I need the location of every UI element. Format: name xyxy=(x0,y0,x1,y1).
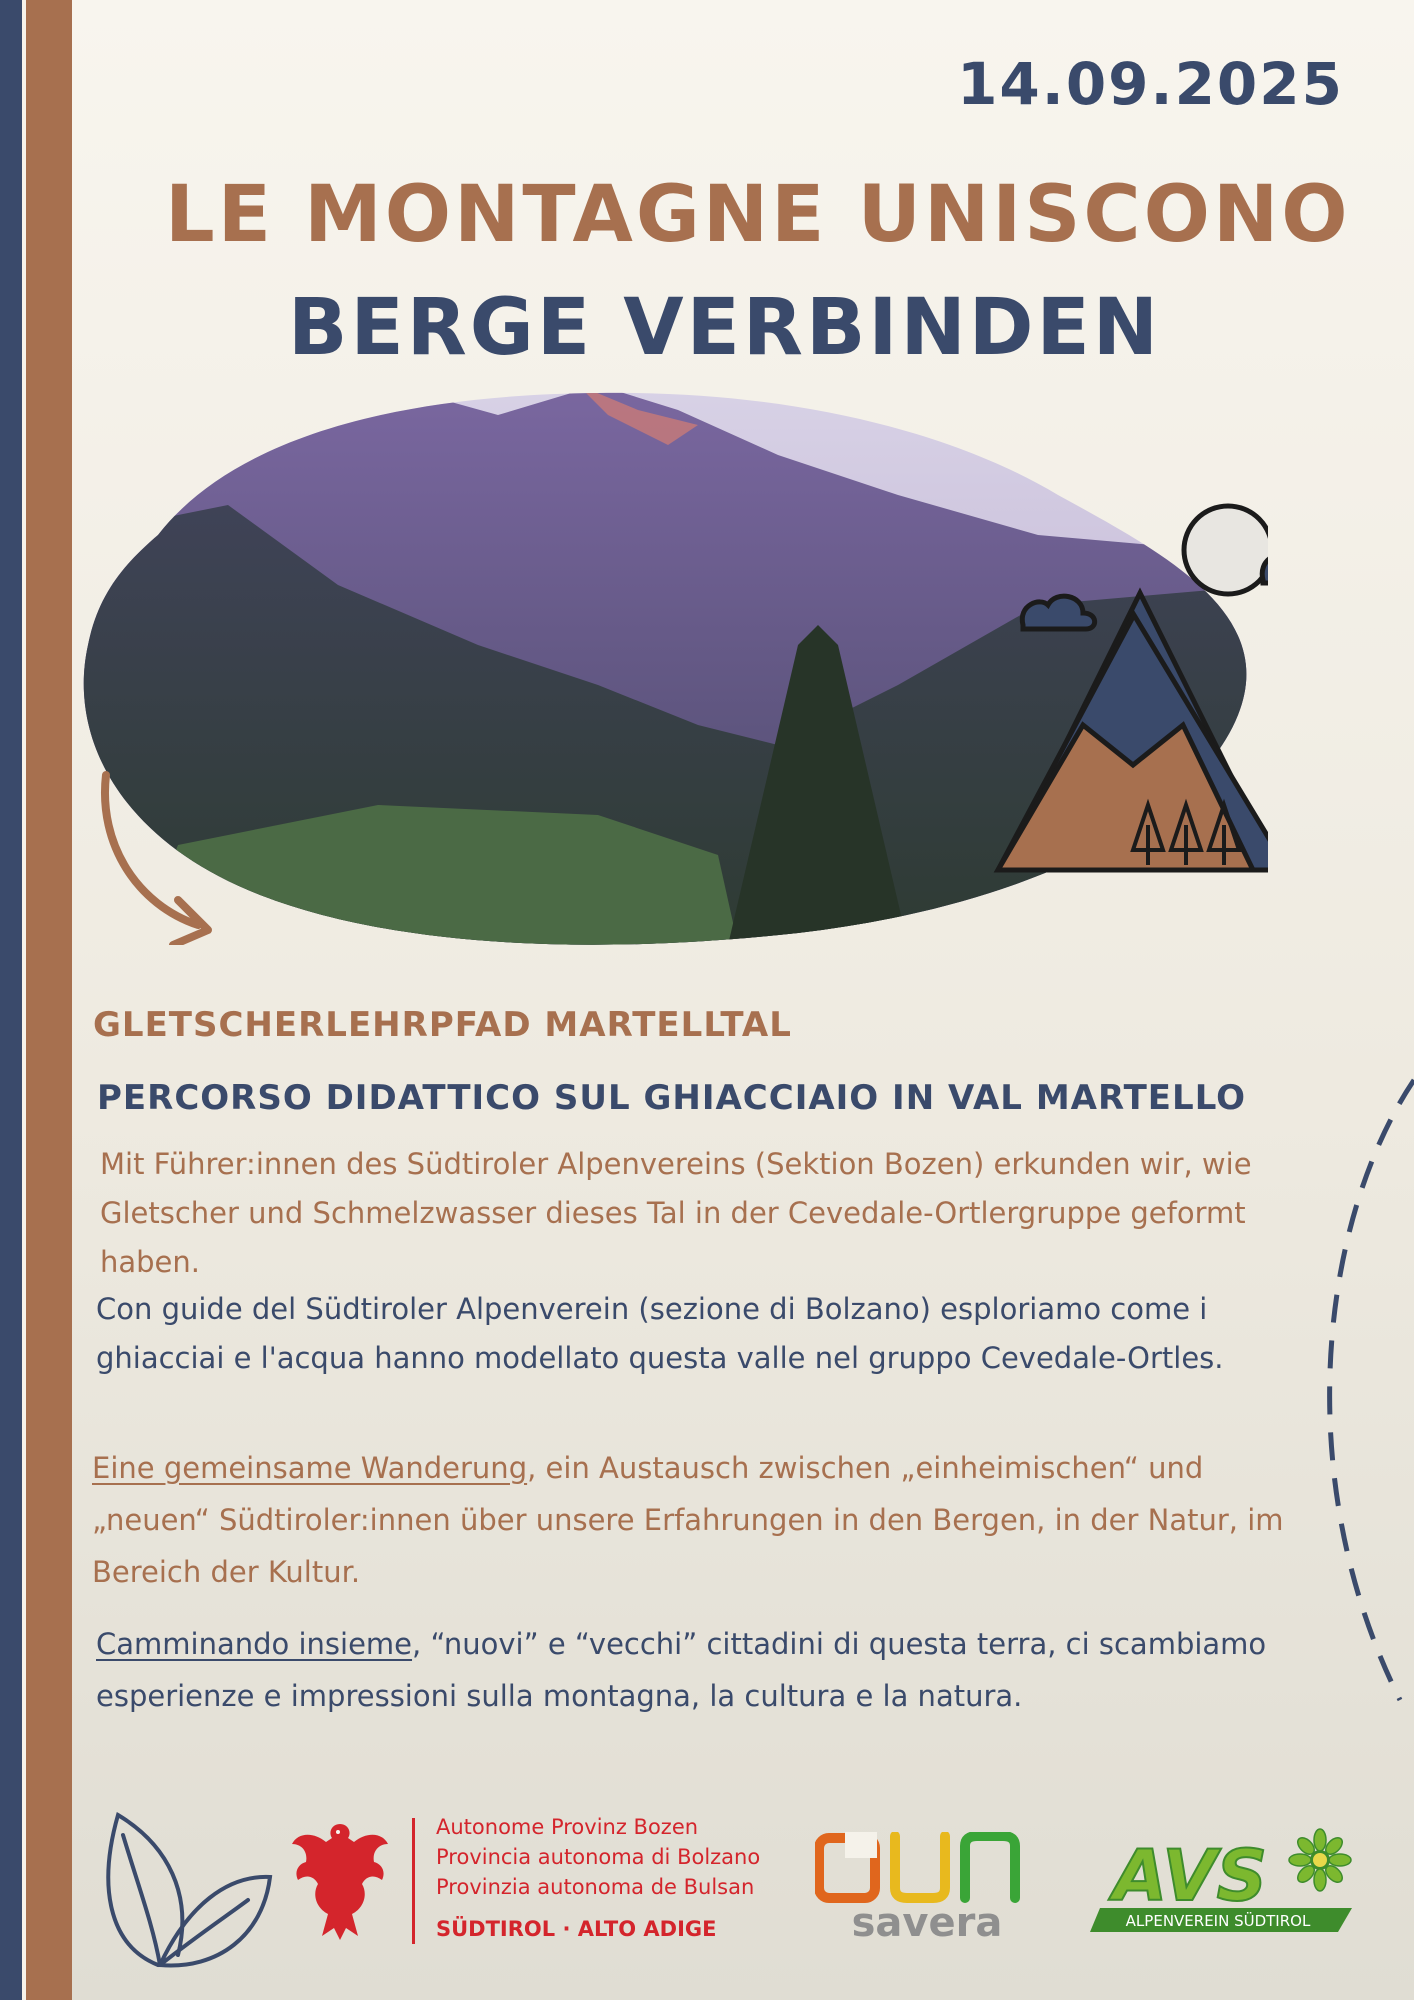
paragraph-2-german xyxy=(92,1442,1292,1598)
province-line-lad: Provinzia autonoma de Bulsan xyxy=(436,1875,755,1899)
paragraph-2-italian-emphasis: Camminando insieme xyxy=(96,1627,413,1661)
dashed-arc-decoration xyxy=(1300,1060,1414,1720)
paragraph-2-german-text: , ein Austausch zwischen „einheimischen“ und „neuen“ Südtiroler:innen über unsere Erfahrungen in den Bergen, in der Natur, im Bereich der Kultur. xyxy=(92,1451,1284,1589)
paragraph-1-italian: Con guide del Südtiroler Alpenverein (sezione di Bolzano) esploriamo come i ghiacciai e l'acqua hanno modellato questa valle nel gruppo Cevedale-Ortles. xyxy=(96,1292,1224,1375)
mountain-photo xyxy=(78,385,1268,945)
province-name-block xyxy=(436,1812,760,1902)
title-italian: LE MONTAGNE UNISCONO xyxy=(165,170,1351,260)
province-divider xyxy=(412,1818,415,1944)
event-date: 14.09.2025 xyxy=(957,50,1344,118)
avs-logo-subtitle: ALPENVEREIN SÜDTIROL xyxy=(1125,1912,1311,1930)
leaf-icon xyxy=(98,1805,273,1970)
cun-savera-logo xyxy=(815,1832,1045,1944)
edelweiss-icon xyxy=(1289,1829,1351,1891)
cun-logo-text: savera xyxy=(851,1900,1003,1944)
avs-logo xyxy=(1090,1828,1365,1936)
paragraph-2-italian-text: , “nuovi” e “vecchi” cittadini di questa terra, ci scambiamo esperienze e impressioni sulla montagna, la cultura e la natura. xyxy=(96,1627,1267,1713)
paragraph-2-german-emphasis: Eine gemeinsame Wanderung xyxy=(92,1451,528,1485)
title-german: BERGE VERBINDEN xyxy=(288,283,1162,373)
province-line-it: Provincia autonoma di Bolzano xyxy=(436,1845,761,1869)
paragraph-2-italian xyxy=(96,1618,1336,1722)
paragraph-1-german: Mit Führer:innen des Südtiroler Alpenvereins (Sektion Bozen) erkunden wir, wie Gletscher und Schmelzwasser dieses Tal in der Cevedale-Ortlergruppe geformt haben. xyxy=(100,1147,1252,1279)
heading-german: GLETSCHERLEHRPFAD MARTELLTAL xyxy=(93,1005,792,1045)
eagle-coat-of-arms-icon xyxy=(288,1818,392,1944)
avs-logo-text: AVS xyxy=(1112,1835,1268,1917)
heading-italian: PERCORSO DIDATTICO SUL GHIACCIAIO IN VAL MARTELLO xyxy=(97,1078,1247,1118)
province-subtitle: SÜDTIROL · ALTO ADIGE xyxy=(436,1917,717,1941)
province-line-de: Autonome Provinz Bozen xyxy=(436,1815,699,1839)
left-stripe-brown xyxy=(26,0,72,2000)
